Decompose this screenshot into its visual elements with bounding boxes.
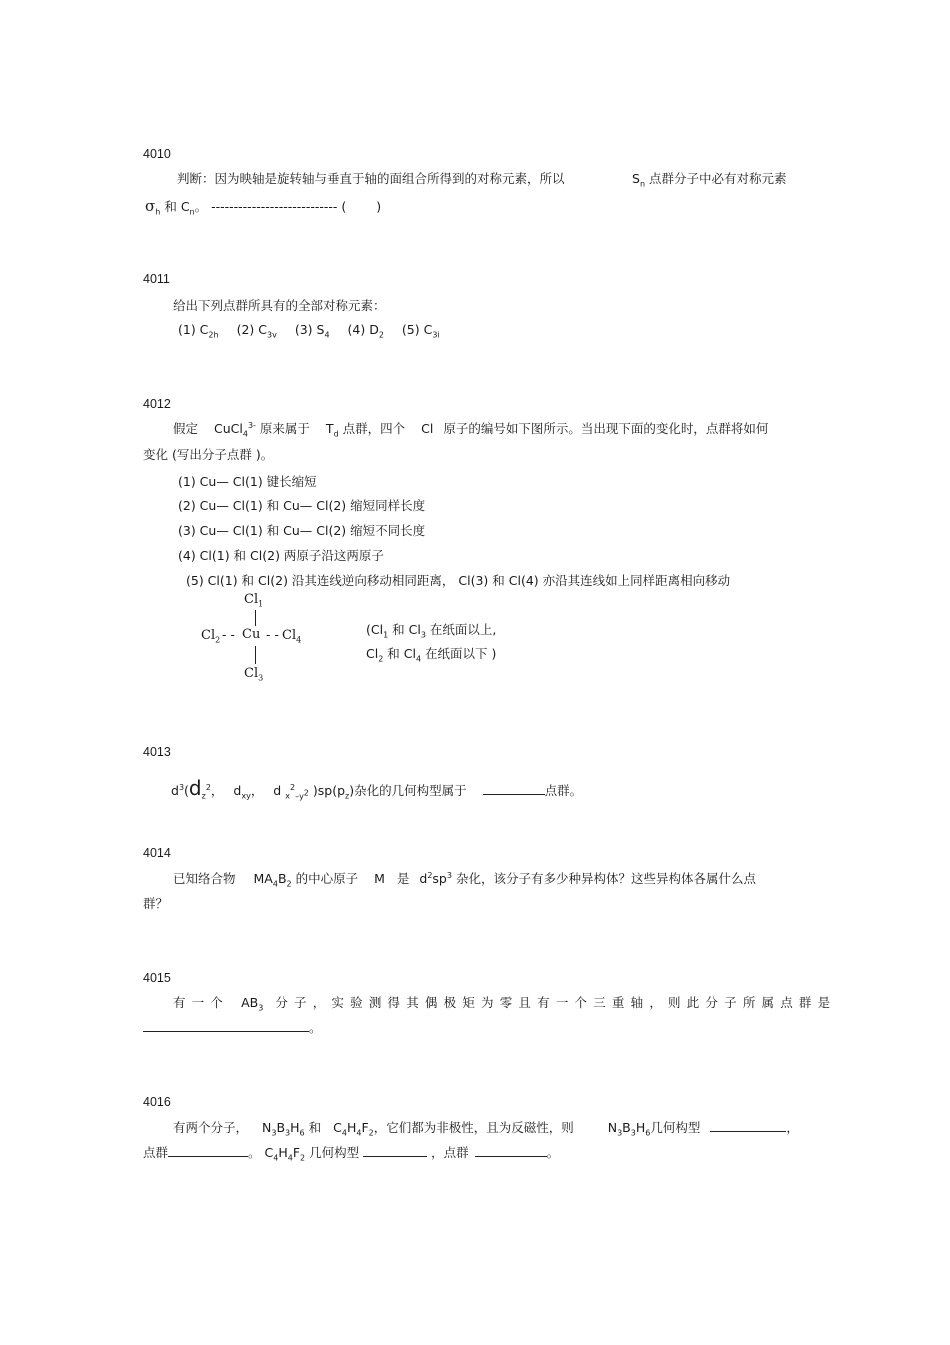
figure-note-2: $Cl_2$ 和 $Cl_4$ 在纸面以下 ) (366, 646, 497, 664)
bond-dash: - - (222, 628, 235, 643)
answer-blank[interactable] (483, 782, 545, 795)
problem-4014-line1: 已知络合物 $MA_4B_2$ 的中心原子 M 是 $d^2sp^3$ 杂化，该分子有多少种异构体？这些异构体各属什么点 (173, 870, 756, 889)
text: 原子的编号如下图所示。当出现下面的变化时，点群将如何 (443, 421, 769, 436)
answer-blank[interactable] (475, 1144, 547, 1157)
superscript: 3- (247, 420, 256, 430)
list-item: (4) Cl(1) 和 Cl(2) 两原子沿这两原子 (178, 548, 384, 563)
problem-number: 4013 (143, 745, 171, 759)
text: 。 ---------------------------- ( (194, 199, 347, 214)
formula: CuCl (214, 421, 243, 436)
point-group-item: (2) $C_{3v}$ (236, 322, 277, 340)
text: C (180, 199, 190, 214)
answer-blank[interactable] (710, 1119, 786, 1132)
text: 和 (164, 199, 177, 214)
list-item: (1) Cu— Cl(1) 键长缩短 (178, 474, 317, 489)
text: 判断：因为映轴是旋转轴与垂直于轴的面组合所得到的对称元素，所以 (177, 171, 565, 186)
problem-number: 4011 (143, 272, 170, 286)
problem-number: 4015 (143, 971, 171, 985)
point-group-item: (5) $C_{3i}$ (401, 322, 440, 340)
list-item: (5) Cl(1) 和 Cl(2) 沿其连线逆向移动相同距离， Cl(3) 和 Cl(4) 亦沿其连线如上同样距离相向移动 (186, 573, 731, 588)
problem-4012-line1 (173, 419, 768, 437)
problem-number: 4014 (143, 846, 171, 860)
problem-number: 4010 (143, 147, 171, 161)
point-group-item: (1) $C_{2h}$ (178, 322, 219, 340)
atom-cl2: $Cl_2$ (201, 628, 221, 645)
cucl4-structure-figure (195, 590, 315, 690)
subscript: d (333, 429, 339, 439)
answer-blank[interactable] (168, 1144, 248, 1157)
problem-4011-line1: 给出下列点群所具有的全部对称元素： (173, 298, 386, 313)
bond-line (255, 610, 256, 626)
text: 原来属于 (259, 421, 310, 436)
sn-symbol (632, 169, 787, 187)
problem-4016-line1: 有两个分子， $N_3B_3H_6$ 和 $C_4H_4F_2$，它们都为非极性，且为反磁性，则 $N_3B_3H_6$几何构型 ， (173, 1120, 799, 1138)
problem-4015-line2: 。 (143, 1018, 322, 1036)
bond-line (255, 646, 256, 664)
text: T (325, 421, 334, 436)
atom-cl1: $Cl_1$ (244, 592, 264, 609)
subscript: 4 (242, 429, 248, 439)
problem-4012-line2: 变化 (写出分子点群 )。 (143, 447, 274, 462)
text: S (632, 171, 640, 186)
point-group-item: (3) $S_4$ (294, 322, 330, 340)
text: d (188, 776, 202, 800)
problem-number: 4016 (143, 1095, 171, 1109)
atom-cu: Cu (242, 627, 261, 642)
subscript: h (155, 207, 161, 217)
atom-cl4: $Cl_4$ (282, 628, 302, 645)
sigma-symbol: σ (145, 197, 156, 215)
point-group-item: (4) $D_2$ (347, 322, 384, 340)
problem-4015-line1: 有一个 $AB_3$ 分子，实验测得其偶极矩为零且有一个三重轴，则此分子所属点群是 (173, 995, 837, 1013)
list-item: (3) Cu— Cl(1) 和 Cu— Cl(2) 缩短不同长度 (178, 523, 426, 538)
point-group-list (178, 322, 440, 340)
answer-blank[interactable] (143, 1019, 309, 1032)
problem-4014-line2: 群？ (143, 896, 169, 911)
figure-note-1: ($Cl_1$ 和 $Cl_3$ 在纸面以上, (366, 622, 497, 640)
subscript: n (189, 207, 195, 217)
text: Cl (421, 421, 434, 436)
problem-number: 4012 (143, 397, 171, 411)
atom-cl3: $Cl_3$ (244, 666, 264, 683)
problem-4010-line1 (177, 169, 565, 187)
problem-4016-line2: 点群 。 $C_4H_4F_2$ 几何构型 ，点群 。 (143, 1145, 560, 1163)
text: 点群，四个 (342, 421, 406, 436)
text: 点群分子中必有对称元素 (649, 171, 787, 186)
bond-dash: - - (266, 628, 279, 643)
answer-blank[interactable] (363, 1144, 427, 1157)
subscript: n (639, 179, 646, 189)
text: ) (376, 199, 382, 214)
list-item: (2) Cu— Cl(1) 和 Cu— Cl(2) 缩短同样长度 (178, 498, 426, 513)
text: 假定 (173, 421, 199, 436)
problem-4010-line2 (145, 197, 381, 215)
problem-4013-line1: $d^3(d_z^2$， $d_{xy}$， d $_x^2_{-y^2}$ )$sp(p_z)$杂化的几何构型属于 点群。 (171, 776, 583, 801)
